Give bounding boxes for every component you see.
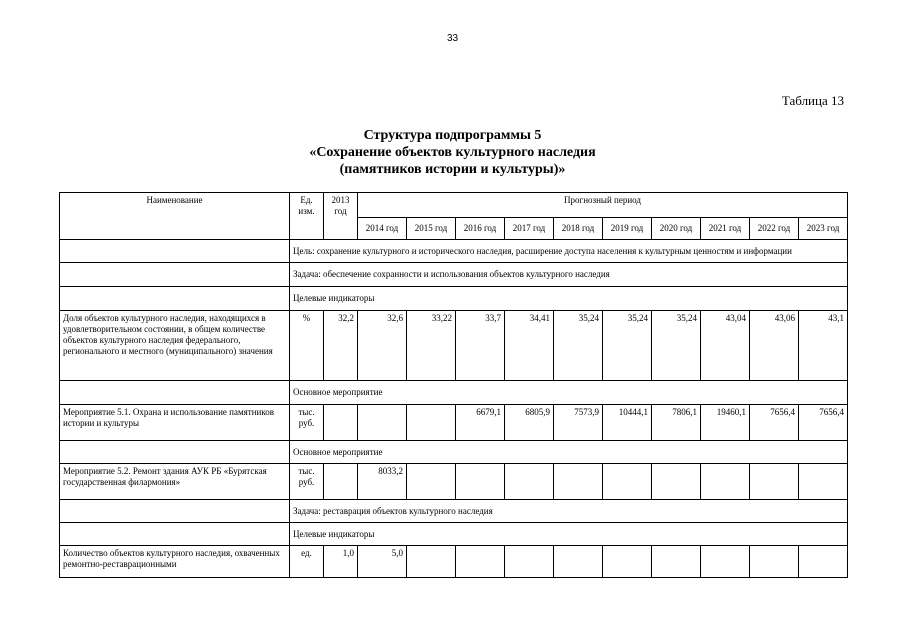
main-event-2-text: Основное мероприятие [290,441,848,464]
document-title [0,127,905,178]
data-row-share [60,311,848,381]
row-value [554,464,603,500]
main-event-1-text: Основное мероприятие [290,381,848,405]
row-value: 34,41 [505,311,554,381]
title-line-2: «Сохранение объектов культурного наследия [309,145,596,160]
header-year: 2017 год [505,218,554,240]
row-value: 35,24 [652,311,701,381]
row-value [456,546,505,578]
header-year: 2015 год [407,218,456,240]
section-row-goal [60,240,848,263]
row-unit: ед. [290,546,324,578]
row-value: 8033,2 [358,464,407,500]
header-year: 2021 год [701,218,750,240]
row-value [603,464,652,500]
section-indent-cell [60,500,290,523]
section-indent-cell [60,441,290,464]
section-row-main-event-2 [60,441,848,464]
row-value-2013: 32,2 [324,311,358,381]
header-year: 2014 год [358,218,407,240]
row-value [652,464,701,500]
section-row-task-1 [60,263,848,287]
row-value [407,546,456,578]
section-indent-cell [60,240,290,263]
header-year: 2016 год [456,218,505,240]
row-value: 7656,4 [799,405,848,441]
row-value: 33,7 [456,311,505,381]
row-value [358,405,407,441]
row-value: 43,1 [799,311,848,381]
row-value: 5,0 [358,546,407,578]
row-value: 19460,1 [701,405,750,441]
header-year: 2023 год [799,218,848,240]
row-value [505,546,554,578]
data-row-event-5-1 [60,405,848,441]
row-unit: тыс. руб. [290,464,324,500]
row-value [554,546,603,578]
header-year: 2022 год [750,218,799,240]
row-value-2013 [324,464,358,500]
task-2-text: Задача: реставрация объектов культурного наследия [290,500,848,523]
header-row [60,193,848,218]
indicators-2-text: Целевые индикаторы [290,523,848,546]
data-row-event-5-2 [60,464,848,500]
row-name: Мероприятие 5.1. Охрана и использование памятников истории и культуры [60,405,290,441]
row-value [603,546,652,578]
row-value [505,464,554,500]
row-value [750,464,799,500]
row-value: 6679,1 [456,405,505,441]
row-name: Мероприятие 5.2. Ремонт здания АУК РБ «Бурятская государственная филармония» [60,464,290,500]
row-value: 43,06 [750,311,799,381]
row-value-2013: 1,0 [324,546,358,578]
row-value [701,546,750,578]
section-indent-cell [60,263,290,287]
header-unit: Ед. изм. [290,193,324,240]
header-year: 2019 год [603,218,652,240]
row-name: Количество объектов культурного наследия, охваченных ремонтно-реставрационными [60,546,290,578]
title-line-1: Структура подпрограммы 5 [363,128,542,143]
row-value [750,546,799,578]
row-unit: тыс. руб. [290,405,324,441]
indicators-1-text: Целевые индикаторы [290,287,848,311]
row-value: 6805,9 [505,405,554,441]
row-value [701,464,750,500]
header-year: 2020 год [652,218,701,240]
section-row-indicators-2 [60,523,848,546]
row-value: 7573,9 [554,405,603,441]
header-forecast: Прогнозный период [358,193,848,218]
row-value [799,546,848,578]
header-base-year: 2013 год [324,193,358,240]
section-indent-cell [60,381,290,405]
row-value-2013 [324,405,358,441]
row-unit: % [290,311,324,381]
section-indent-cell [60,287,290,311]
task-1-text: Задача: обеспечение сохранности и использования объектов культурного наследия [290,263,848,287]
row-value: 7806,1 [652,405,701,441]
row-value [407,464,456,500]
header-year: 2018 год [554,218,603,240]
row-value: 35,24 [603,311,652,381]
structure-table [59,192,848,578]
row-value: 10444,1 [603,405,652,441]
row-value [652,546,701,578]
section-indent-cell [60,523,290,546]
header-name: Наименование [60,193,290,240]
section-row-task-2 [60,500,848,523]
row-value: 7656,4 [750,405,799,441]
row-value: 43,04 [701,311,750,381]
table-label: Таблица 13 [781,93,844,108]
data-row-count [60,546,848,578]
goal-text: Цель: сохранение культурного и исторического наследия, расширение доступа населения к культурным ценностям и информации [290,240,848,263]
section-row-indicators-1 [60,287,848,311]
row-value [799,464,848,500]
row-value: 33,22 [407,311,456,381]
page-number: 33 [446,33,459,44]
row-value [407,405,456,441]
row-value [456,464,505,500]
section-row-main-event-1 [60,381,848,405]
row-value: 32,6 [358,311,407,381]
row-name: Доля объектов культурного наследия, находящихся в удовлетворительном состоянии, в общем количестве объектов культурного наследия федерального, регионального и местного (муниципального) значения [60,311,290,381]
title-line-3: (памятников истории и культуры)» [339,162,566,177]
row-value: 35,24 [554,311,603,381]
